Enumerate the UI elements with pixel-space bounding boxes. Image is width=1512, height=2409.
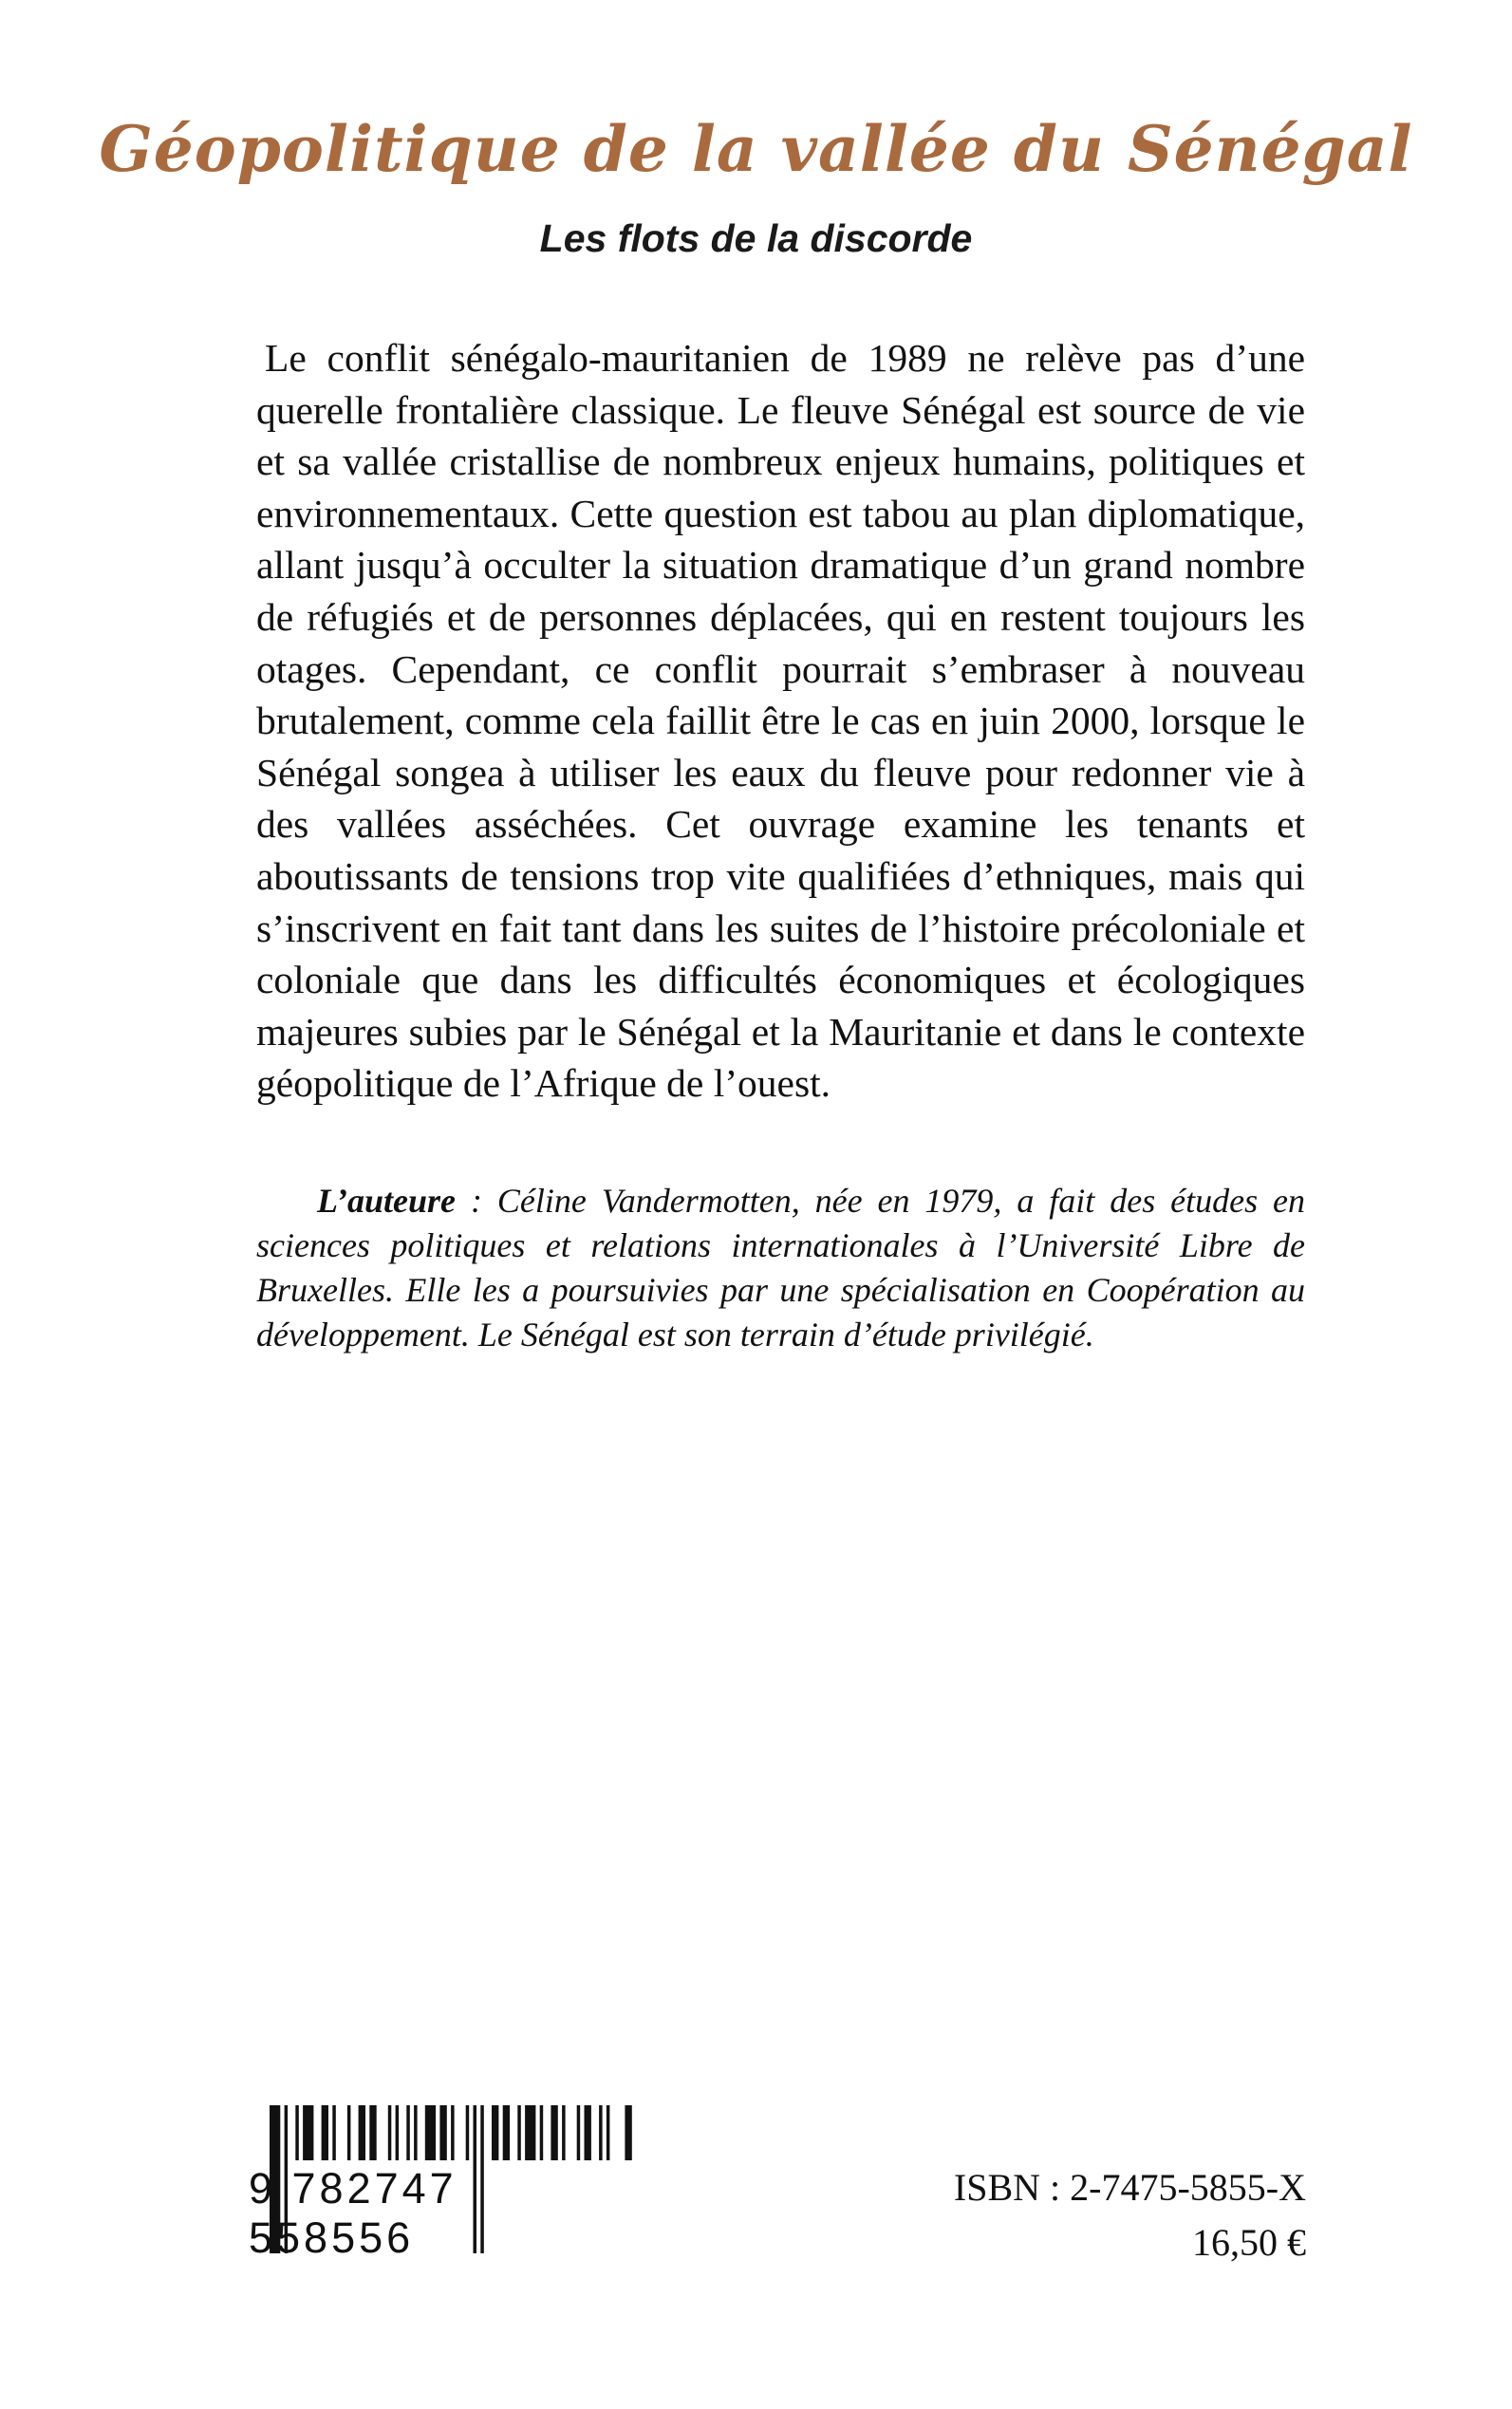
barcode-bar: [551, 2105, 557, 2160]
book-title: Géopolitique de la vallée du Sénégal: [99, 112, 1413, 186]
barcode-bar: [577, 2105, 581, 2160]
barcode-bar: [625, 2105, 631, 2160]
barcode-bar: [347, 2105, 351, 2160]
barcode-bar: [295, 2105, 299, 2160]
barcode-bar: [388, 2105, 392, 2160]
barcode-bar: [607, 2105, 610, 2160]
barcode-bar: [439, 2105, 446, 2160]
barcode-bar: [425, 2105, 436, 2160]
barcode-bar: [369, 2105, 376, 2160]
barcode-bar: [466, 2105, 470, 2160]
barcode-bar: [599, 2105, 603, 2160]
barcode-bar: [503, 2105, 510, 2160]
barcode-bar: [525, 2105, 535, 2160]
barcode-bar: [562, 2105, 566, 2160]
barcode-bar: [492, 2105, 498, 2160]
barcode-bar: [406, 2105, 410, 2160]
price: 16,50 €: [1192, 2221, 1306, 2264]
barcode-bar: [359, 2105, 365, 2160]
barcode-bar: [451, 2105, 455, 2160]
barcode-bar: [332, 2105, 336, 2160]
barcode-bar: [585, 2105, 591, 2160]
barcode-digits: 9 782747 558556: [249, 2164, 457, 2262]
barcode-bar: [414, 2105, 418, 2160]
barcode-bar: [517, 2105, 521, 2160]
author-bio-text: : Céline Vandermotten, née en 1979, a fait des études en sciences politiques et relations internationales à l’Université Libre de Bruxelles. Elle les a poursuivies par une spécialisation en Coopération au développement. Le Sénégal est son terrain d’étude privilégié.: [256, 1182, 1305, 1354]
barcode-bar: [540, 2105, 544, 2160]
author-label: L’auteure: [317, 1182, 457, 1220]
barcode-bar: [322, 2105, 328, 2160]
book-summary: Le conflit sénégalo-mauritanien de 1989 ne relève pas d’une querelle frontalière classique. Le fleuve Sénégal est source de vie et sa vallée cristallise de nombreux enjeux humains, politiques et environnementaux. Cette question est tabou au plan diplomatique, allant jusqu’à occulter la situation dramatique d’un grand nombre de réfugiés et de personnes déplacées, qui en restent toujours les otages. Cependant, ce conflit pourrait s’embraser à nouveau brutalement, comme cela faillit être le cas en juin 2000, lorsque le Sénégal songea à utiliser les eaux du fleuve pour redonner vie à des vallées asséchées. Cet ouvrage examine les tenants et aboutissants de tensions trop vite qualifiées d’ethniques, mais qui s’inscrivent en fait tant dans les suites de l’histoire précoloniale et coloniale que dans les difficultés économiques et écologiques majeures subies par le Sénégal et la Mauritanie et dans le contexte géopolitique de l’Afrique de l’ouest.: [256, 336, 1305, 1106]
barcode-bar: [396, 2105, 400, 2160]
barcode-bar: [303, 2105, 313, 2160]
book-subtitle: Les flots de la discorde: [539, 216, 973, 260]
author-bio: [256, 1179, 1305, 1357]
isbn: ISBN : 2-7475-5855-X: [953, 2166, 1306, 2209]
